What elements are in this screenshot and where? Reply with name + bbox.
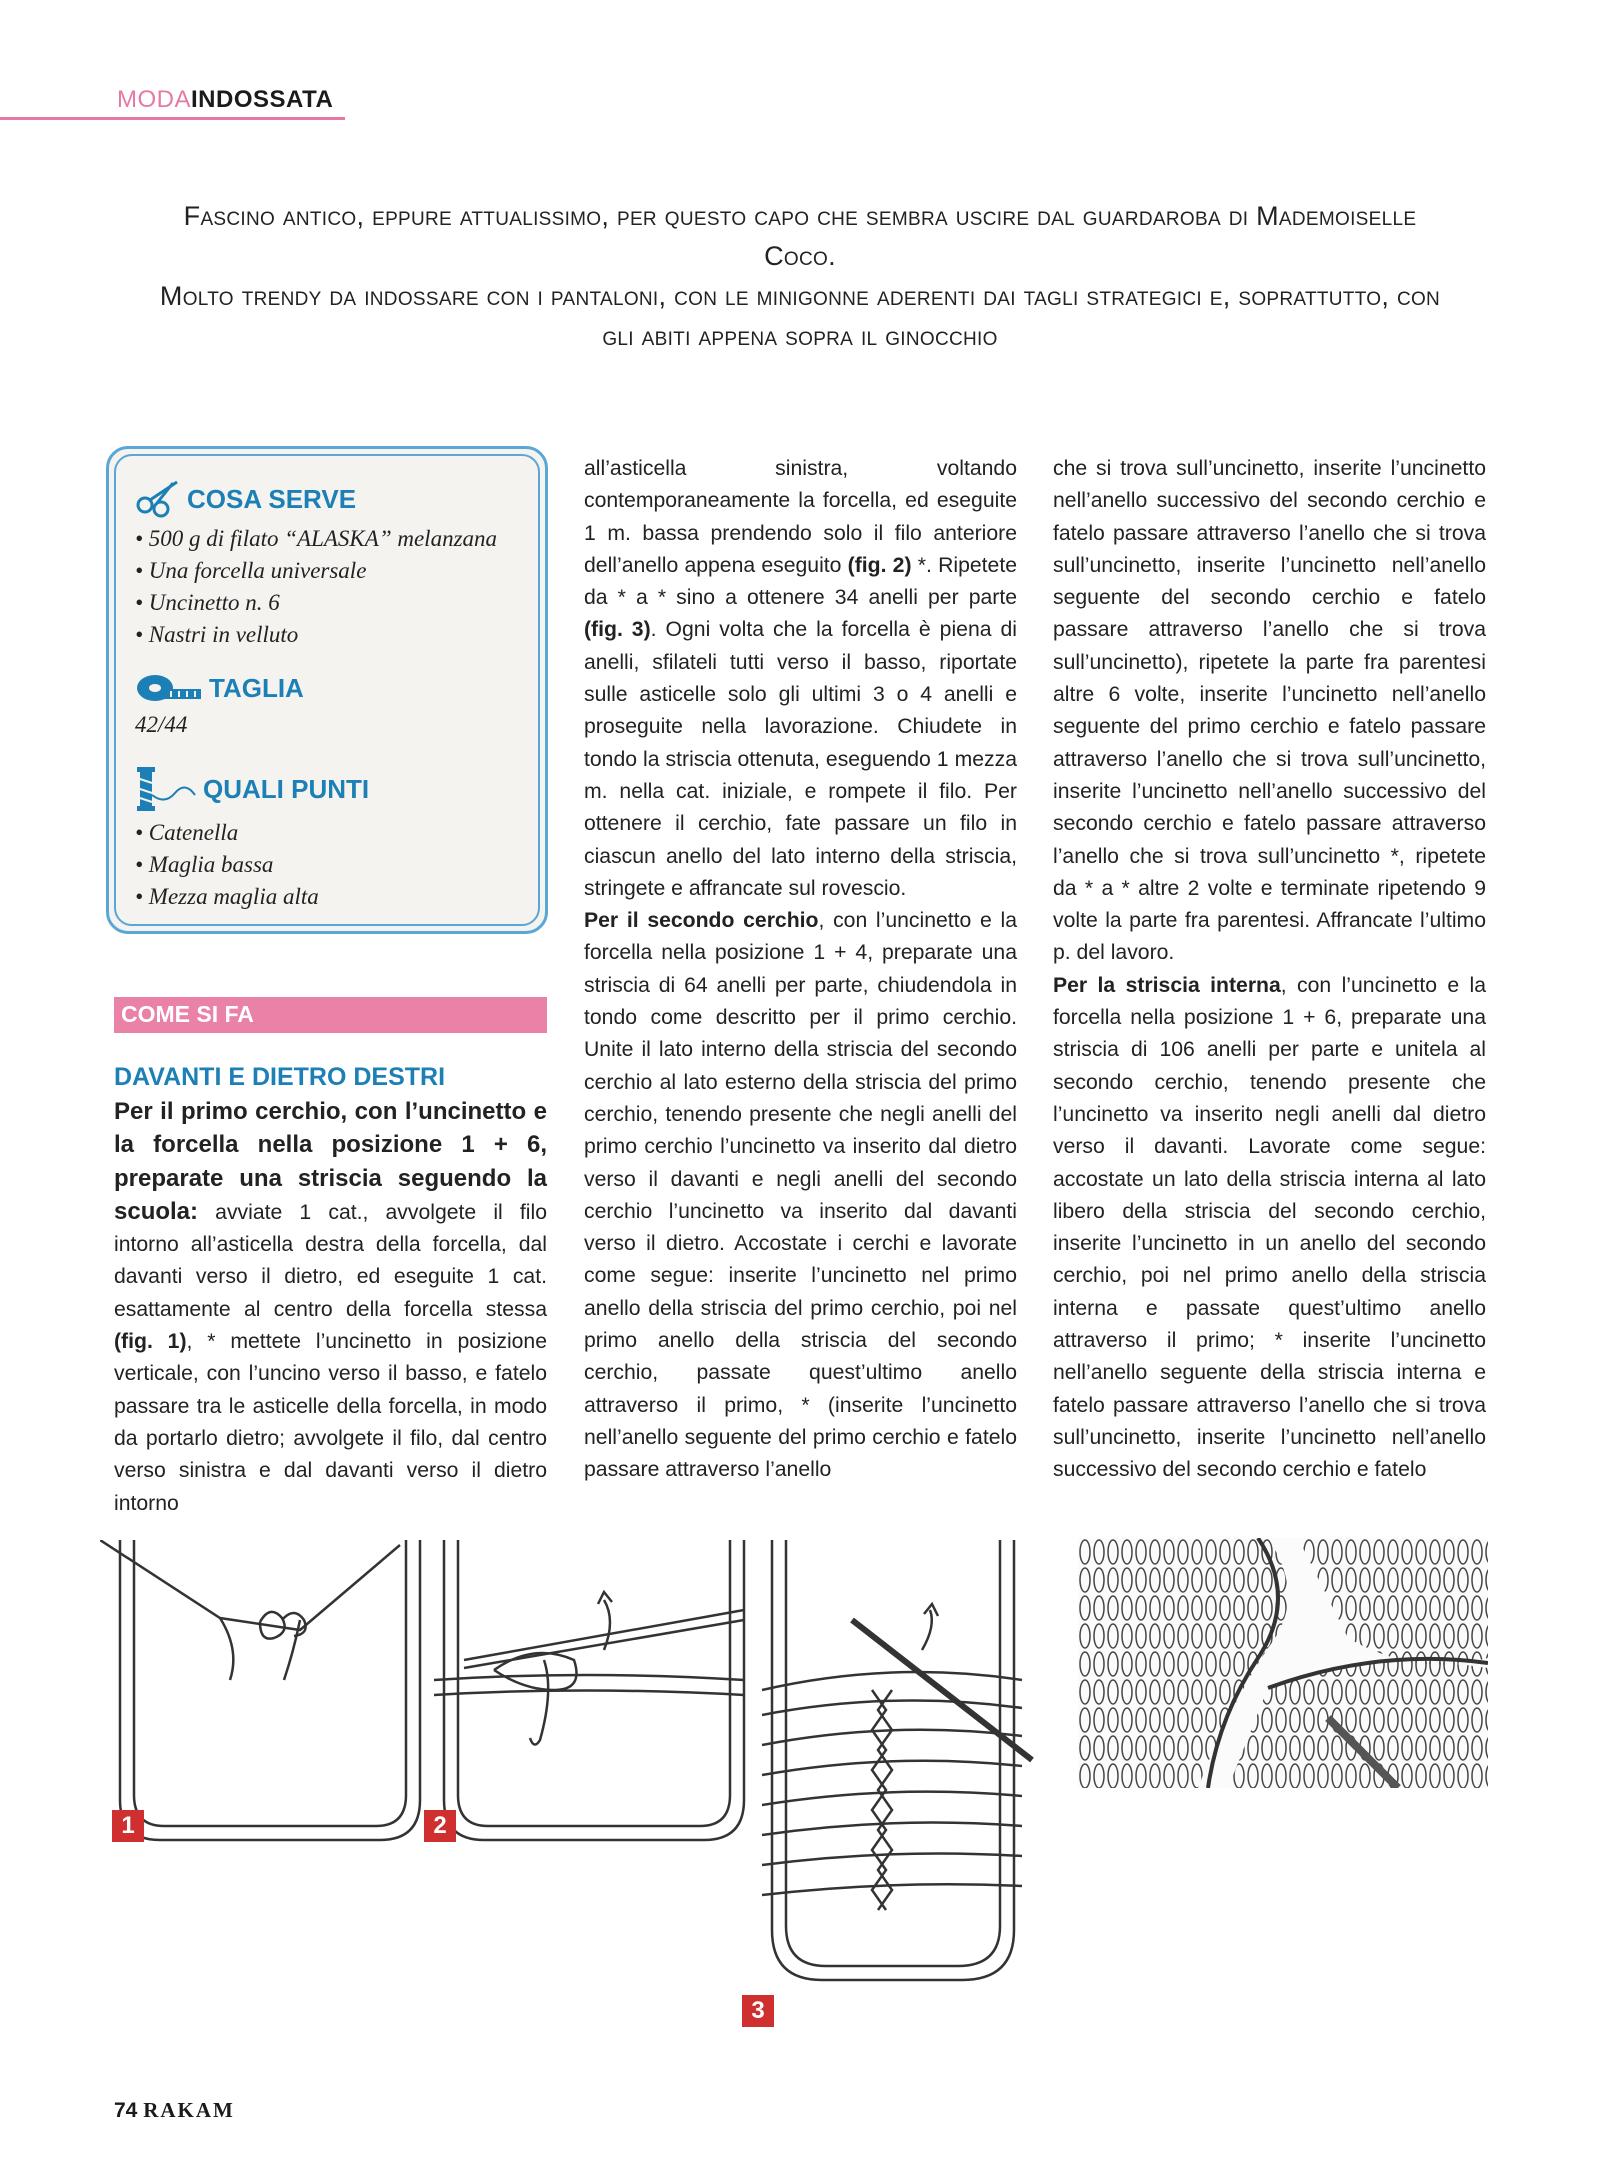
thread-spool-icon: [135, 765, 197, 813]
taglia-section: [135, 671, 304, 741]
paragraph: [1053, 970, 1486, 1487]
header-rule: [0, 117, 345, 120]
cosa-serve-title: [135, 479, 497, 519]
paragraph: [584, 453, 1017, 905]
figure-3: [742, 1540, 1042, 2024]
cosa-serve-list: [135, 523, 497, 651]
lead-text: Per la striscia interna: [1053, 973, 1281, 997]
paragraph: [114, 1096, 547, 1520]
section-tag: [117, 86, 333, 114]
figure-1: [100, 1540, 430, 1870]
body-text: *. Ripetete da * a * sino a ottenere 34 anelli per parte: [584, 553, 1017, 610]
list-item: • 500 g di filato “ALASKA” melanzana: [135, 526, 498, 551]
list-item: • Catenella: [135, 820, 239, 845]
scissors-icon: [135, 479, 181, 519]
body-text: che si trova sull’uncinetto, inserite l’uncinetto nell’anello successivo del secondo cerchio e fatelo passare attraverso l’anello che si trova sull’uncinetto, inserite l’uncinetto nell’anello seguente del secondo cerchio e fatelo passare attraverso l’anello che si trova sull’uncinetto), ripetete la parte fra parentesi altre 6 volte, inserite l’uncinetto nell’anello seguente del primo cerchio e fatelo passare attraverso l’anello che si trova sull’uncinetto, inserite l’uncinetto nell’anello successivo del secondo cerchio e fatelo passare attraverso l’anello che si trova sull’uncinetto *, ripetete da * a * altre 2 volte e terminate ripetendo 9 volte la parte fra parentesi. Affrancate l’ultimo p. del lavoro.: [1053, 457, 1486, 965]
body-text: all’asticella sinistra, voltando contemporaneamente la forcella, ed eseguite 1 m. bassa prendendo solo il filo anteriore dell’anello appena eseguito: [584, 457, 1017, 577]
figure-3-badge: 3: [742, 1995, 774, 2027]
figure-2-badge: 2: [424, 1810, 456, 1842]
figure-1-illustration: [100, 1540, 430, 1870]
cosa-serve-section: [135, 479, 497, 651]
materials-box: [106, 446, 548, 934]
quali-punti-label: QUALI PUNTI: [203, 773, 370, 804]
figure-3-illustration: [742, 1540, 1042, 2020]
taglia-value: 42/44: [135, 712, 188, 737]
come-si-fa-bar: [114, 997, 547, 1033]
cosa-serve-label: COSA SERVE: [187, 483, 357, 514]
page-footer: [114, 2098, 235, 2123]
list-item: • Nastri in velluto: [135, 622, 299, 647]
figure-2-illustration: [424, 1530, 754, 1870]
body-text: . Ogni volta che la forcella è piena di anelli, sfilateli tutti verso il basso, riportate sulle asticelle solo gli ultimi 3 o 4 anelli e proseguite nella lavorazione. Chiudete in tondo la striscia ottenuta, eseguendo 1 mezza m. nella cat. iniziale, e rompete il filo. Per ottenere il cerchio, fate passare un filo in ciascun anello del lato interno della striscia, stringete e affrancate sul rovescio.: [584, 618, 1017, 900]
text-column-1: [114, 1096, 547, 1520]
body-text: , * mettete l’uncinetto in posizione verticale, con l’uncino verso il basso, e fatelo passare tra le asticelle della forcella, in modo da portarlo dietro; avvolgete il filo, dal centro verso sinistra e dal davanti verso il dietro intorno: [114, 1330, 548, 1515]
intro-line-2: Molto trendy da indossare con i pantaloni, con le minigonne aderenti dai tagli strategici e, soprattutto, con gli abiti appena sopra il ginocchio: [159, 281, 1441, 351]
list-item: • Maglia bassa: [135, 852, 274, 877]
lead-text: Per il secondo cerchio: [584, 909, 819, 933]
taglia-label: TAGLIA: [209, 672, 304, 703]
figure-2: [424, 1530, 754, 1870]
body-text: , con l’uncinetto e la forcella nella posizione 1 + 4, preparate una striscia di 64 anelli per parte, chiudendola in tondo come descritto per il primo cerchio. Unite il lato interno della striscia del secondo cerchio al lato esterno della striscia del primo cerchio, tenendo presente che negli anelli del primo cerchio l’uncinetto va inserito dal dietro verso il davanti e negli anelli del secondo cerchio l’uncinetto va inserito dal davanti verso il dietro. Accostate i cerchi e lavorate come segue: inserite l’uncinetto nel primo anello della striscia del primo cerchio, poi nel primo anello della striscia del secondo cerchio, passate quest’ultimo anello attraverso il primo, * (inserite l’uncinetto nell’anello seguente del primo cerchio e fatelo passare attraverso l’anello: [584, 909, 1017, 1482]
lace-pattern-illustration: [1078, 1538, 1488, 1788]
lead-text: Per il primo cerchio, con l’uncinetto e la forcella nella posizione 1 + 6, preparate una striscia seguendo la scuola:: [114, 1098, 547, 1225]
intro-text: [150, 196, 1450, 356]
fig-ref: (fig. 3): [584, 618, 651, 642]
body-text: , con l’uncinetto e la forcella nella posizione 1 + 6, preparate una striscia di 106 anelli per parte e unitela al secondo cerchio, tenendo presente che l’uncinetto va inserito negli anelli dal dietro verso il davanti. Lavorate come segue: accostate un lato della striscia interna al lato libero della striscia del secondo cerchio, inserite l’uncinetto in un anello del secondo cerchio, poi nel primo anello della striscia interna e passate quest’ultimo anello attraverso il primo; * inserite l’uncinetto nell’anello seguente della striscia interna e fatelo passare attraverso l’anello che si trova sull’uncinetto, inserite l’uncinetto nell’anello successivo del secondo cerchio e fatelo: [1053, 973, 1486, 1482]
list-item: • Mezza maglia alta: [135, 884, 319, 909]
quali-punti-list: [135, 817, 369, 913]
intro-line-1: Fascino antico, eppure attualissimo, per questo capo che sembra uscire dal guardaroba di Mademoiselle Coco.: [183, 201, 1417, 271]
magazine-brand: RAKAM: [143, 2098, 235, 2122]
page-number: 74: [114, 2099, 138, 2122]
body-text: avviate 1 cat., avvolgete il filo intorno all’asticella destra della forcella, dal davanti verso il dietro, ed eseguite 1 cat. esattamente al centro della forcella stessa: [114, 1200, 547, 1321]
text-column-2: [584, 453, 1017, 1487]
tape-measure-icon: [135, 671, 203, 705]
quali-punti-title: [135, 765, 369, 813]
quali-punti-section: [135, 765, 369, 913]
page-header: [0, 86, 345, 120]
taglia-value-list: [135, 709, 304, 741]
section-tag-pink: MODA: [117, 86, 191, 113]
paragraph: [584, 905, 1017, 1486]
fig-ref: (fig. 1): [114, 1330, 187, 1354]
davanti-dietro-subtitle: DAVANTI E DIETRO DESTRI: [114, 1063, 446, 1091]
list-item: • Una forcella universale: [135, 558, 367, 583]
section-tag-dark: INDOSSATA: [191, 86, 334, 113]
figure-1-badge: 1: [112, 1810, 144, 1842]
fig-ref: (fig. 2): [847, 553, 912, 577]
figure-lace-detail: [1078, 1538, 1488, 1788]
come-si-fa-title: COME SI FA: [121, 1001, 254, 1027]
text-column-3: [1053, 453, 1486, 1487]
list-item: • Uncinetto n. 6: [135, 590, 280, 615]
paragraph: [1053, 453, 1486, 970]
taglia-title: [135, 671, 304, 705]
